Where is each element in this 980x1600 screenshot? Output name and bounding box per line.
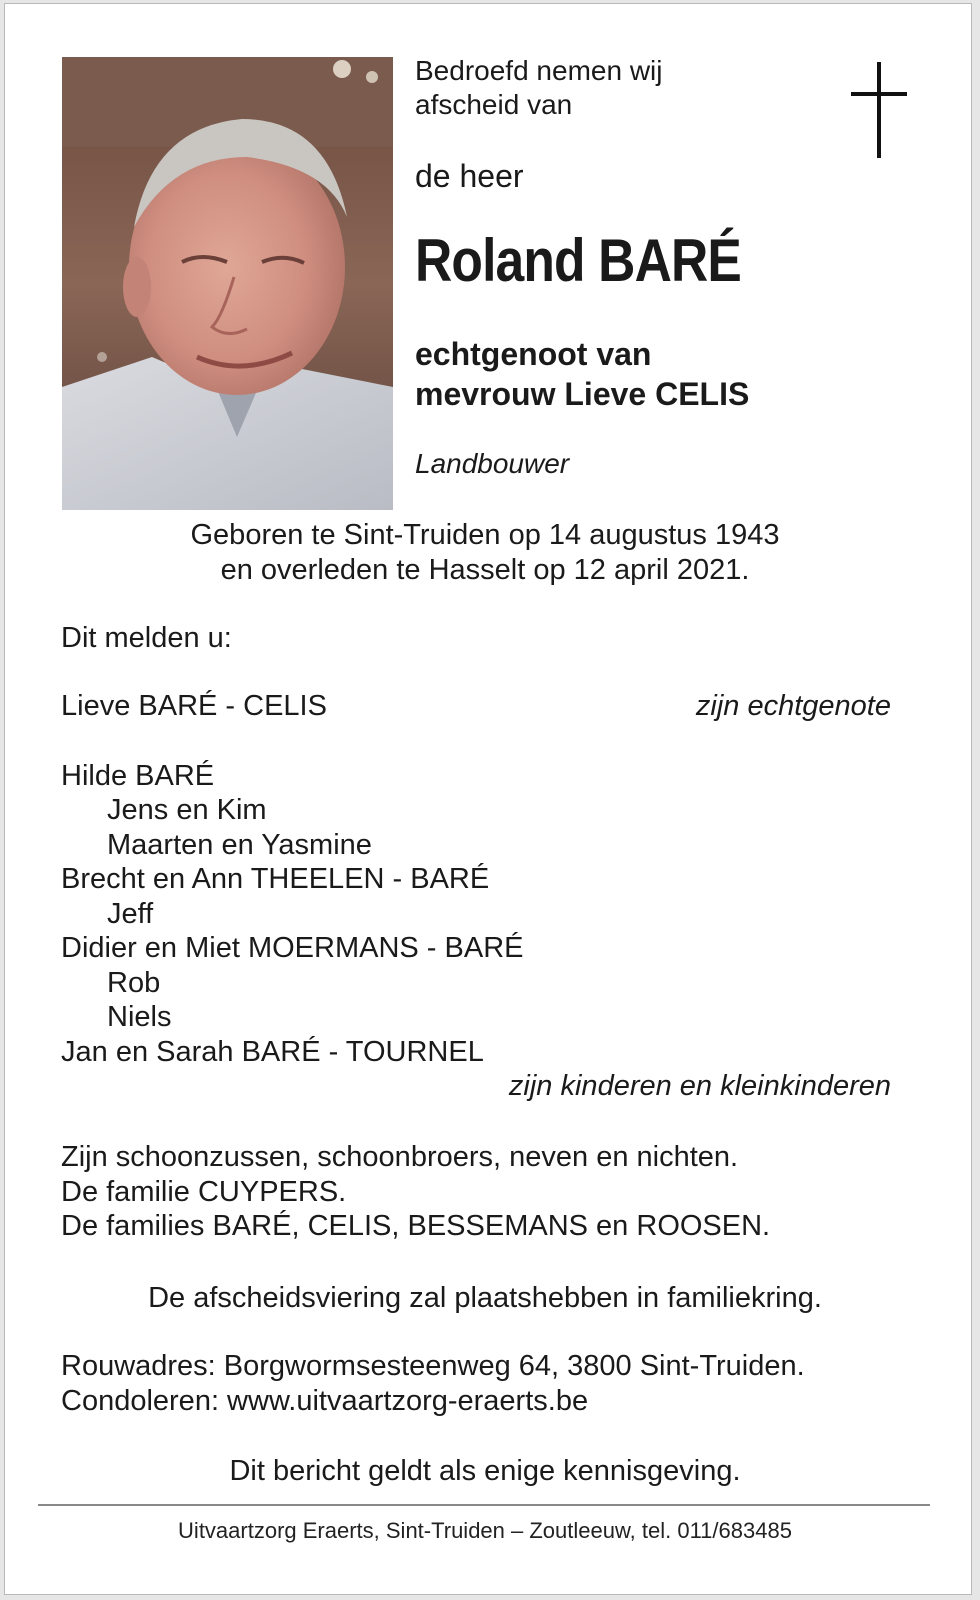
intro-line-2: afscheid van xyxy=(415,89,573,120)
notice-line: Dit bericht geldt als enige kennisgeving. xyxy=(229,1455,741,1487)
children-relation: zijn kinderen en kleinkinderen xyxy=(508,1070,891,1102)
family-member: Jeff xyxy=(107,898,154,930)
profession: Landbouwer xyxy=(415,448,570,479)
family-member: Niels xyxy=(107,1001,172,1033)
died-line: en overleden te Hasselt op 12 april 2021. xyxy=(220,554,750,586)
spouse-block xyxy=(415,334,749,414)
condolences-line: Condoleren: www.uitvaartzorg-eraerts.be xyxy=(61,1385,589,1417)
portrait-photo xyxy=(62,57,393,510)
address-line: Rouwadres: Borgwormsesteenweg 64, 3800 Sint-Truiden. xyxy=(61,1350,805,1382)
relatives-line: De families BARÉ, CELIS, BESSEMANS en ROOSEN. xyxy=(61,1210,771,1242)
relatives-line: Zijn schoonzussen, schoonbroers, neven en nichten. xyxy=(61,1141,739,1173)
birth-death-info xyxy=(5,518,965,588)
funeral-home-footer: Uitvaartzorg Eraerts, Sint-Truiden – Zoutleeuw, tel. 011/683485 xyxy=(178,1518,792,1543)
spouse-entry-name: Lieve BARÉ - CELIS xyxy=(61,690,327,722)
born-line: Geboren te Sint-Truiden op 14 augustus 1943 xyxy=(190,519,780,551)
family-member: Didier en Miet MOERMANS - BARÉ xyxy=(61,932,524,964)
family-member: Hilde BARÉ xyxy=(61,760,215,792)
spouse-line-1: echtgenoot van xyxy=(415,336,652,372)
family-member: Jan en Sarah BARÉ - TOURNEL xyxy=(61,1036,484,1068)
honorific: de heer xyxy=(415,158,524,194)
footer-divider xyxy=(38,1504,930,1506)
spouse-entry-relation: zijn echtgenote xyxy=(695,690,891,722)
intro-line-1: Bedroefd nemen wij xyxy=(415,55,663,86)
family-member: Rob xyxy=(107,967,161,999)
spouse-line-2: mevrouw Lieve CELIS xyxy=(415,376,750,412)
family-member: Jens en Kim xyxy=(107,794,267,826)
announce-heading: Dit melden u: xyxy=(61,622,232,654)
obituary-card xyxy=(4,3,972,1595)
family-member: Maarten en Yasmine xyxy=(107,829,372,861)
deceased-name: Roland BARÉ xyxy=(415,227,741,294)
relatives-line: De familie CUYPERS. xyxy=(61,1176,347,1208)
family-member: Brecht en Ann THEELEN - BARÉ xyxy=(61,863,490,895)
ceremony-info: De afscheidsviering zal plaatshebben in familiekring. xyxy=(148,1282,822,1314)
cross-icon xyxy=(851,62,907,158)
intro-text xyxy=(415,54,815,122)
